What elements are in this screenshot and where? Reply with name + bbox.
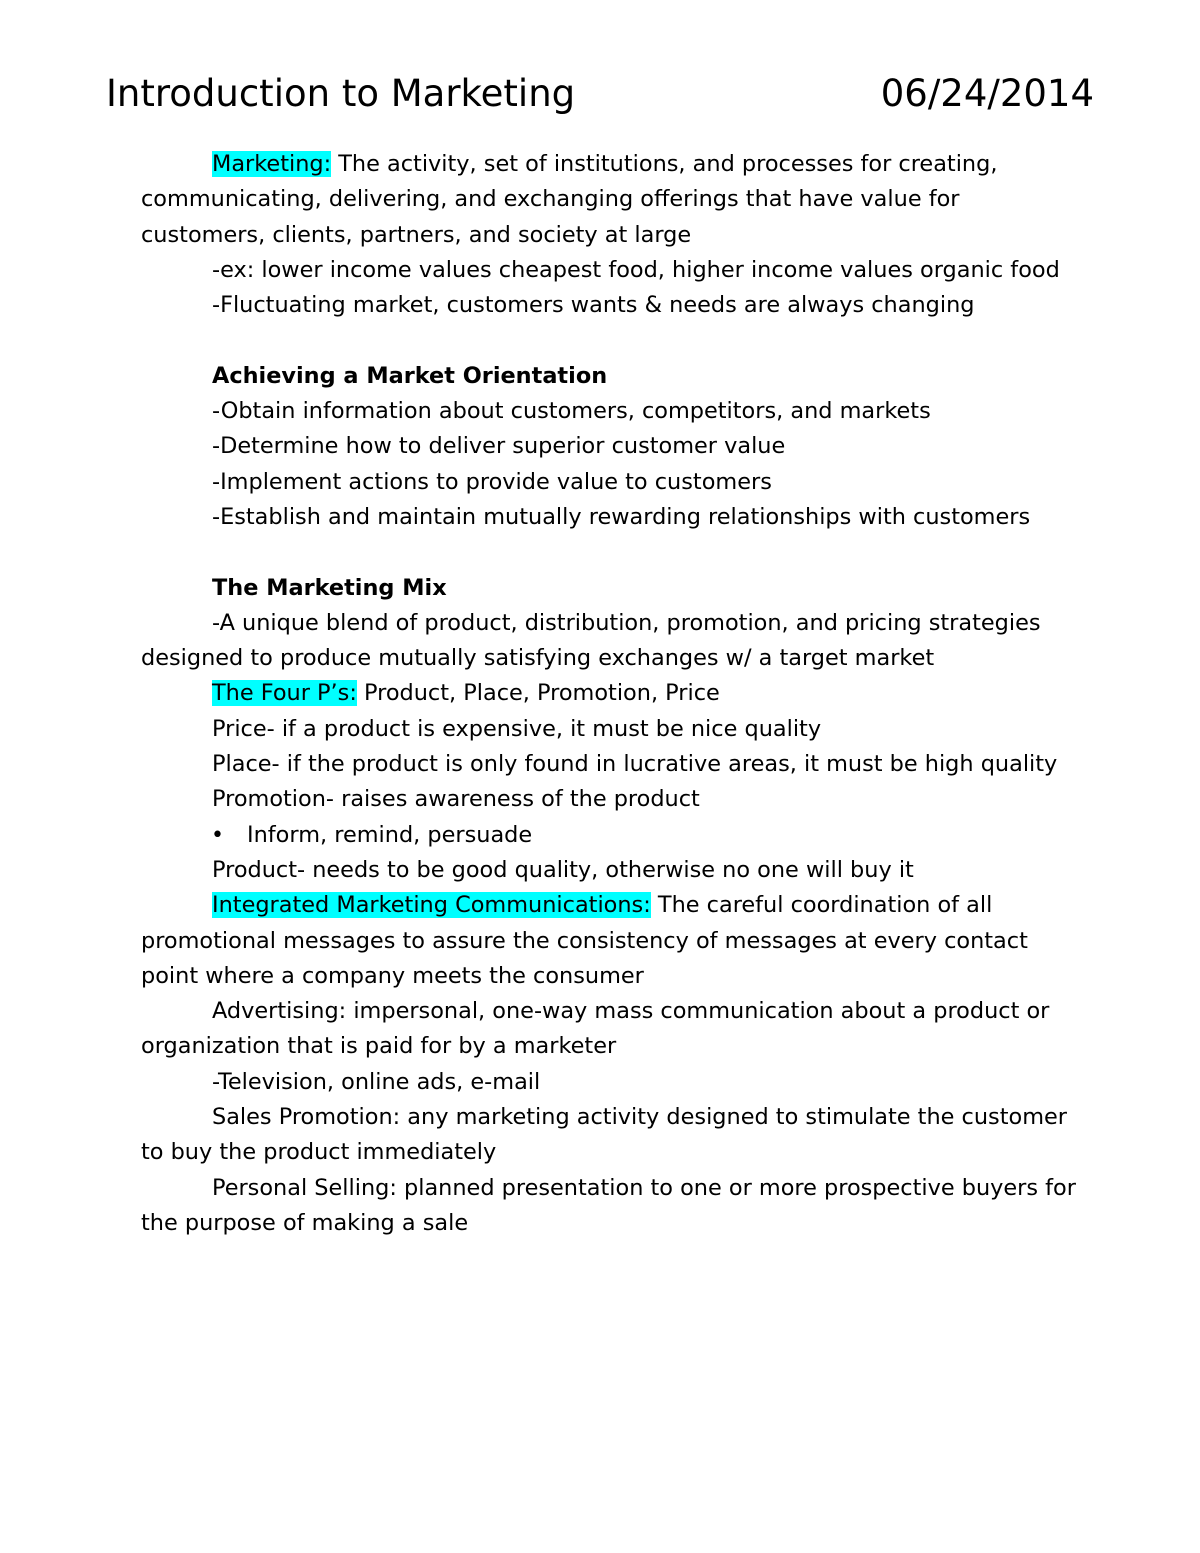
- section-heading-market-orientation: [141, 359, 1081, 394]
- document-date: 06/24/2014: [880, 72, 1094, 115]
- note-obtain-information: [141, 394, 1081, 429]
- note-text: Promotion- raises awareness of the product: [212, 786, 700, 813]
- note-text: -Implement actions to provide value to customers: [212, 468, 772, 495]
- note-text: The activity, set of institutions, and processes for creating, communicating, delivering, and exchanging offerings that have value for customers, clients, partners, and society at large: [141, 151, 998, 248]
- note-text: Price- if a product is expensive, it must be nice quality: [212, 715, 822, 742]
- note-text: Sales Promotion: any marketing activity designed to stimulate the customer to buy the product immediately: [141, 1104, 1067, 1166]
- note-example: [141, 253, 1081, 288]
- note-unique-blend: [141, 606, 1081, 677]
- highlighted-term: Marketing:: [212, 151, 332, 177]
- note-implement-actions: [141, 465, 1081, 500]
- sub-bullet-inform: [141, 818, 1081, 853]
- note-text: Place- if the product is only found in lucrative areas, it must be high quality: [212, 751, 1058, 778]
- note-personal-selling: [141, 1171, 1081, 1242]
- note-empty: [141, 535, 1081, 570]
- note-text: -Determine how to deliver superior customer value: [212, 433, 786, 460]
- note-text: -ex: lower income values cheapest food, higher income values organic food: [212, 256, 1060, 283]
- note-imc: [141, 888, 1081, 994]
- note-four-ps: [141, 676, 1081, 711]
- section-heading-marketing-mix: [141, 571, 1081, 606]
- note-marketing-definition: [141, 147, 1081, 253]
- note-price: [141, 712, 1081, 747]
- note-text: -Obtain information about customers, competitors, and markets: [212, 398, 931, 425]
- note-text: Advertising: impersonal, one-way mass communication about a product or organization that is paid for by a marketer: [141, 998, 1050, 1060]
- note-promotion: [141, 782, 1081, 817]
- note-fluctuating-market: [141, 288, 1081, 323]
- note-product: [141, 853, 1081, 888]
- note-advertising: [141, 994, 1081, 1065]
- note-text: -Establish and maintain mutually rewarding relationships with customers: [212, 503, 1031, 530]
- note-text: Product, Place, Promotion, Price: [356, 680, 720, 707]
- note-text: -A unique blend of product, distribution, promotion, and pricing strategies designed to produce mutually satisfying exchanges w/ a target market: [141, 609, 1041, 672]
- note-text: Inform, remind, persuade: [247, 821, 533, 848]
- document-title: Introduction to Marketing: [106, 72, 576, 115]
- note-text: Product- needs to be good quality, otherwise no one will buy it: [212, 856, 914, 883]
- notes-body: [141, 147, 1081, 1241]
- highlighted-term: The Four P’s:: [212, 680, 357, 707]
- bullet-dot-icon: •: [211, 822, 224, 848]
- note-text: The careful coordination of all promotional messages to assure the consistency of messages at every contact point where a company meets the consumer: [141, 892, 1028, 989]
- section-heading-text: The Marketing Mix: [212, 574, 447, 601]
- note-determine-value: [141, 429, 1081, 464]
- page-header: [106, 68, 1094, 120]
- note-empty: [141, 323, 1081, 358]
- note-text: -Television, online ads, e-mail: [212, 1068, 541, 1095]
- note-text: -Fluctuating market, customers wants & needs are always changing: [212, 292, 975, 319]
- note-television: [141, 1065, 1081, 1100]
- note-establish-relationships: [141, 500, 1081, 535]
- note-sales-promotion: [141, 1100, 1081, 1171]
- section-heading-text: Achieving a Market Orientation: [212, 362, 608, 389]
- note-place: [141, 747, 1081, 782]
- note-text: Personal Selling: planned presentation to one or more prospective buyers for the purpose of making a sale: [141, 1174, 1076, 1236]
- highlighted-term: Integrated Marketing Communications:: [212, 892, 651, 919]
